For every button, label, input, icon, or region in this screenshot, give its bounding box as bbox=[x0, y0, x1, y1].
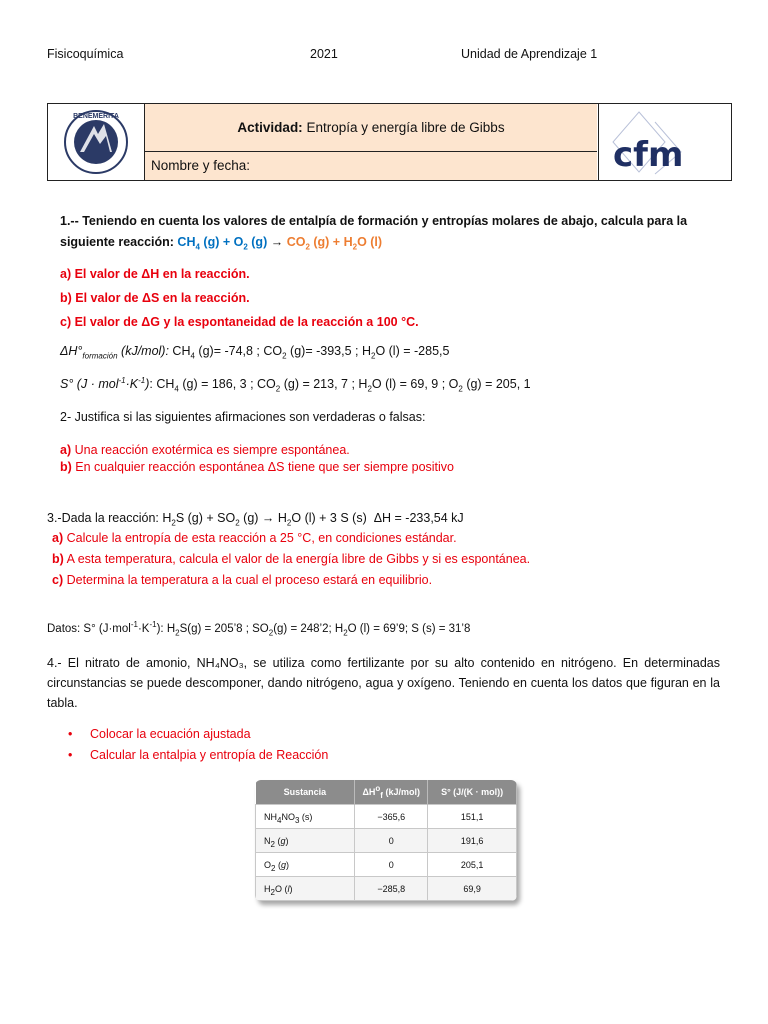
svg-text:BENEMÉRITA: BENEMÉRITA bbox=[73, 113, 119, 120]
bullet-icon: • bbox=[68, 727, 73, 741]
entropy-cell: 151,1 bbox=[428, 805, 517, 829]
q1-intro-line2: siguiente reacción: $CH_4$ $(g) + O_2$ $(g) \to CO_2$ $(g) + H_2O$ (l) bbox=[60, 235, 383, 252]
table-row bbox=[256, 829, 517, 853]
q2-item-b: b) En cualquier reacción espontánea ΔS tiene que ser siempre positivo bbox=[60, 460, 455, 474]
svg-text:cfm: cfm bbox=[613, 135, 684, 175]
faculty-logo bbox=[598, 104, 732, 180]
activity-title: Entropía y energía libre de Gibbs bbox=[306, 120, 505, 135]
entropy-cell: 69,9 bbox=[428, 877, 517, 901]
q3-item-b: b) A esta temperatura, calcula el valor de la energía libre de Gibbs y si es espontánea. bbox=[52, 552, 531, 566]
q1-intro-line1: 1.-- Teniendo en cuenta los valores de entalpía de formación y entropías molares de abajo, calcula para la bbox=[60, 214, 688, 228]
bullet-icon: • bbox=[68, 748, 73, 762]
q1-entropy-data: S° $(J \cdot mol^{-1}\cdot K^{-1})$: $CH_4$ (g) = 186, 3 ; $CO_2$ (g) = 213, 7 ; $H_2O$ (l) = 69, 9 ; $O_2$ (g) = 205, 1 bbox=[60, 375, 531, 394]
q3-item-c: c) Determina la temperatura a la cual el proceso estará en equilibrio. bbox=[52, 573, 433, 587]
course-name: Fisicoquímica bbox=[47, 47, 124, 61]
q4-paragraph-line1: 4.- El nitrato de amonio, NH₄NO₃, se utiliza como fertilizante por su alto contenido en nitrógeno. En determinadas bbox=[47, 656, 720, 670]
table-row bbox=[256, 877, 517, 901]
enthalpy-cell: −285,8 bbox=[355, 877, 428, 901]
list-item: • Colocar la ecuación ajustada bbox=[68, 724, 328, 745]
q3-data: Datos: S° $(J\cdot mol^{-1}\cdot K^{-1})$: $H_2S(g)$ = 205’8 ; $SO_2(g)$ = 248’2; $H_2O$ (l) = 69’9; S (s) = 31’8 bbox=[47, 620, 471, 638]
q1-item-b: b) El valor de ΔS en la reacción. bbox=[60, 291, 250, 305]
unit-name: Unidad de Aprendizaje 1 bbox=[461, 47, 598, 61]
col-header-enthalpy: $\Delta H^o_f$ (kJ/mol) bbox=[355, 780, 428, 805]
substance-cell: $O_2$ (g) bbox=[256, 853, 355, 877]
q3-intro: 3.-Dada la reacción: $H_2S$ $(g) + SO_2$ $(g) \to H_2O$ (l) + 3 S (s) ΔH = -233,54 kJ bbox=[47, 511, 464, 528]
q1-item-a: a) El valor de ΔH en la reacción. bbox=[60, 267, 250, 281]
activity-title-cell bbox=[145, 104, 597, 152]
name-date-field[interactable]: Nombre y fecha: bbox=[145, 152, 597, 180]
q2-item-a: a) Una reacción exotérmica es siempre espontánea. bbox=[60, 443, 350, 457]
enthalpy-cell: −365,6 bbox=[355, 805, 428, 829]
substance-cell: $N_2$ (g) bbox=[256, 829, 355, 853]
activity-label: Actividad: bbox=[237, 120, 303, 135]
q4-paragraph-line2: circunstancias se puede descomponer, dando nitrógeno, agua y oxígeno. Teniendo en cuenta los datos que figuran en la bbox=[47, 676, 720, 690]
q4-task-list bbox=[68, 724, 328, 766]
table-row bbox=[256, 853, 517, 877]
col-header-substance: Sustancia bbox=[256, 780, 355, 805]
university-logo bbox=[48, 104, 145, 180]
thermo-data-table bbox=[255, 780, 517, 901]
col-header-entropy: S° (J/(K · mol)) bbox=[428, 780, 517, 805]
q1-item-c: c) El valor de ΔG y la espontaneidad de la reacción a 100 °C. bbox=[60, 315, 419, 329]
enthalpy-cell: 0 bbox=[355, 853, 428, 877]
substance-cell: $H_2O$ (l) bbox=[256, 877, 355, 901]
substance-cell: $NH_4NO_3$ (s) bbox=[256, 805, 355, 829]
q4-paragraph-line3: tabla. bbox=[47, 696, 78, 710]
q3-item-a: a) Calcule la entropía de esta reacción a 25 °C, en condiciones estándar. bbox=[52, 531, 457, 545]
list-item: • Calcular la entalpia y entropía de Reacción bbox=[68, 745, 328, 766]
year: 2021 bbox=[310, 47, 338, 61]
enthalpy-cell: 0 bbox=[355, 829, 428, 853]
q1-enthalpy-data: $\Delta H^\circ_{formación}$ (kJ/mol): $CH_4$ (g)= -74,8 ; $CO_2$ (g)= -393,5 ; $H_2O$ (l) = -285,5 bbox=[60, 344, 450, 361]
activity-box bbox=[47, 103, 732, 181]
entropy-cell: 191,6 bbox=[428, 829, 517, 853]
q2-intro: 2- Justifica si las siguientes afirmaciones son verdaderas o falsas: bbox=[60, 410, 426, 424]
entropy-cell: 205,1 bbox=[428, 853, 517, 877]
table-row bbox=[256, 805, 517, 829]
